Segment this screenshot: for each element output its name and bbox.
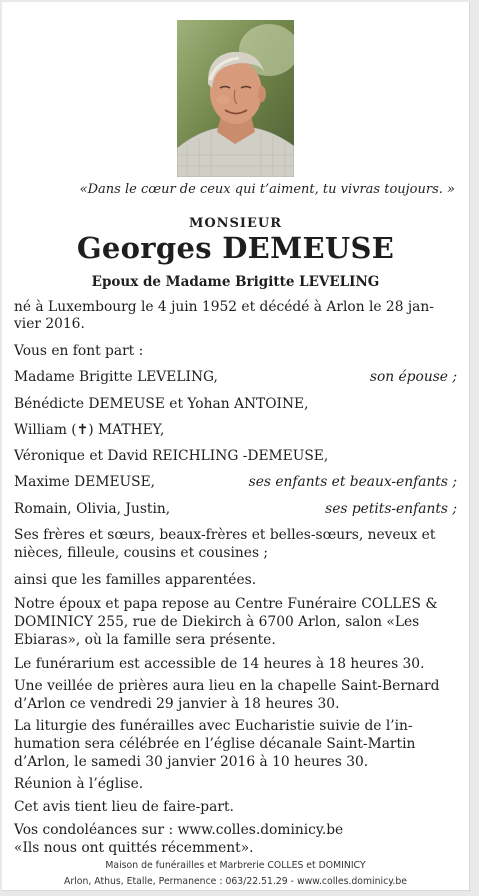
birth-line-1: né à Luxembourg le 4 juin 1952 et décédé à Arlon le 28 jan- (14, 299, 434, 315)
family-name: Véronique et David REICHLING -DEMEUSE, (14, 448, 329, 464)
relatives-line: ainsi que les familles apparentées. (14, 572, 257, 588)
rest-line-3: Ebiaras», où la famille sera présente. (14, 632, 276, 648)
family-row (14, 396, 457, 414)
condolences-line: Vos condoléances sur : www.colles.dominicy.be (14, 822, 344, 838)
family-name: William (✝) MATHEY, (14, 422, 165, 438)
memorial-quote: «Dans le cœur de ceux qui t’aiment, tu vivras toujours. » (79, 182, 455, 197)
meeting-line: Réunion à l’église. (14, 776, 144, 792)
funerarium-line: Le funérarium est accessible de 14 heures à 18 heures 30. (14, 656, 425, 672)
family-name: Madame Brigitte LEVELING, (14, 369, 218, 385)
rest-line-1: Notre époux et papa repose au Centre Funéraire COLLES & (14, 596, 438, 612)
liturgy-line-3: d’Arlon, le samedi 30 janvier 2016 à 10 heures 30. (14, 754, 369, 770)
family-name: Maxime DEMEUSE, (14, 474, 156, 490)
obituary-card (2, 2, 470, 891)
family-relation: ses enfants et beaux-enfants ; (248, 474, 457, 490)
vigil-line-2: d’Arlon ce vendredi 29 janvier à 18 heures 30. (14, 696, 340, 712)
family-row (14, 369, 457, 387)
family-row (14, 501, 457, 519)
liturgy-line-1: La liturgie des funérailles avec Eucharistie suivie de l’in- (14, 718, 413, 734)
family-name: Bénédicte DEMEUSE et Yohan ANTOINE, (14, 396, 309, 412)
closing-line: «Ils nous ont quittés récemment». (14, 840, 254, 856)
civility-title: MONSIEUR (188, 216, 283, 231)
spouse-line: Epoux de Madame Brigitte LEVELING (91, 274, 380, 290)
family-relation: son épouse ; (369, 369, 457, 385)
deceased-name: Georges DEMEUSE (76, 231, 395, 265)
family-row (14, 422, 457, 440)
vigil-line-1: Une veillée de prières aura lieu en la chapelle Saint-Bernard (14, 678, 440, 694)
rest-line-2: DOMINICY 255, rue de Diekirch à 6700 Arlon, salon «Les (14, 614, 420, 630)
siblings-line-1: Ses frères et sœurs, beaux-frères et belles-sœurs, neveux et (14, 527, 436, 543)
portrait-photo (177, 20, 294, 177)
family-row (14, 448, 457, 466)
family-relation: ses petits-enfants ; (325, 501, 457, 517)
family-row (14, 474, 457, 492)
siblings-line-2: nièces, filleule, cousins et cousines ; (14, 545, 269, 561)
announce-line: Vous en font part : (14, 343, 144, 359)
footer-line-2: Arlon, Athus, Etalle, Permanence : 063/22.51.29 - www.colles.dominicy.be (64, 876, 407, 887)
liturgy-line-2: humation sera célébrée en l’église décanale Saint-Martin (14, 736, 416, 752)
notice-line: Cet avis tient lieu de faire-part. (14, 799, 234, 815)
portrait-image (177, 20, 294, 177)
footer-line-1: Maison de funérailles et Marbrerie COLLES et DOMINICY (105, 860, 366, 871)
family-name: Romain, Olivia, Justin, (14, 501, 171, 517)
birth-line-2: vier 2016. (14, 316, 85, 332)
